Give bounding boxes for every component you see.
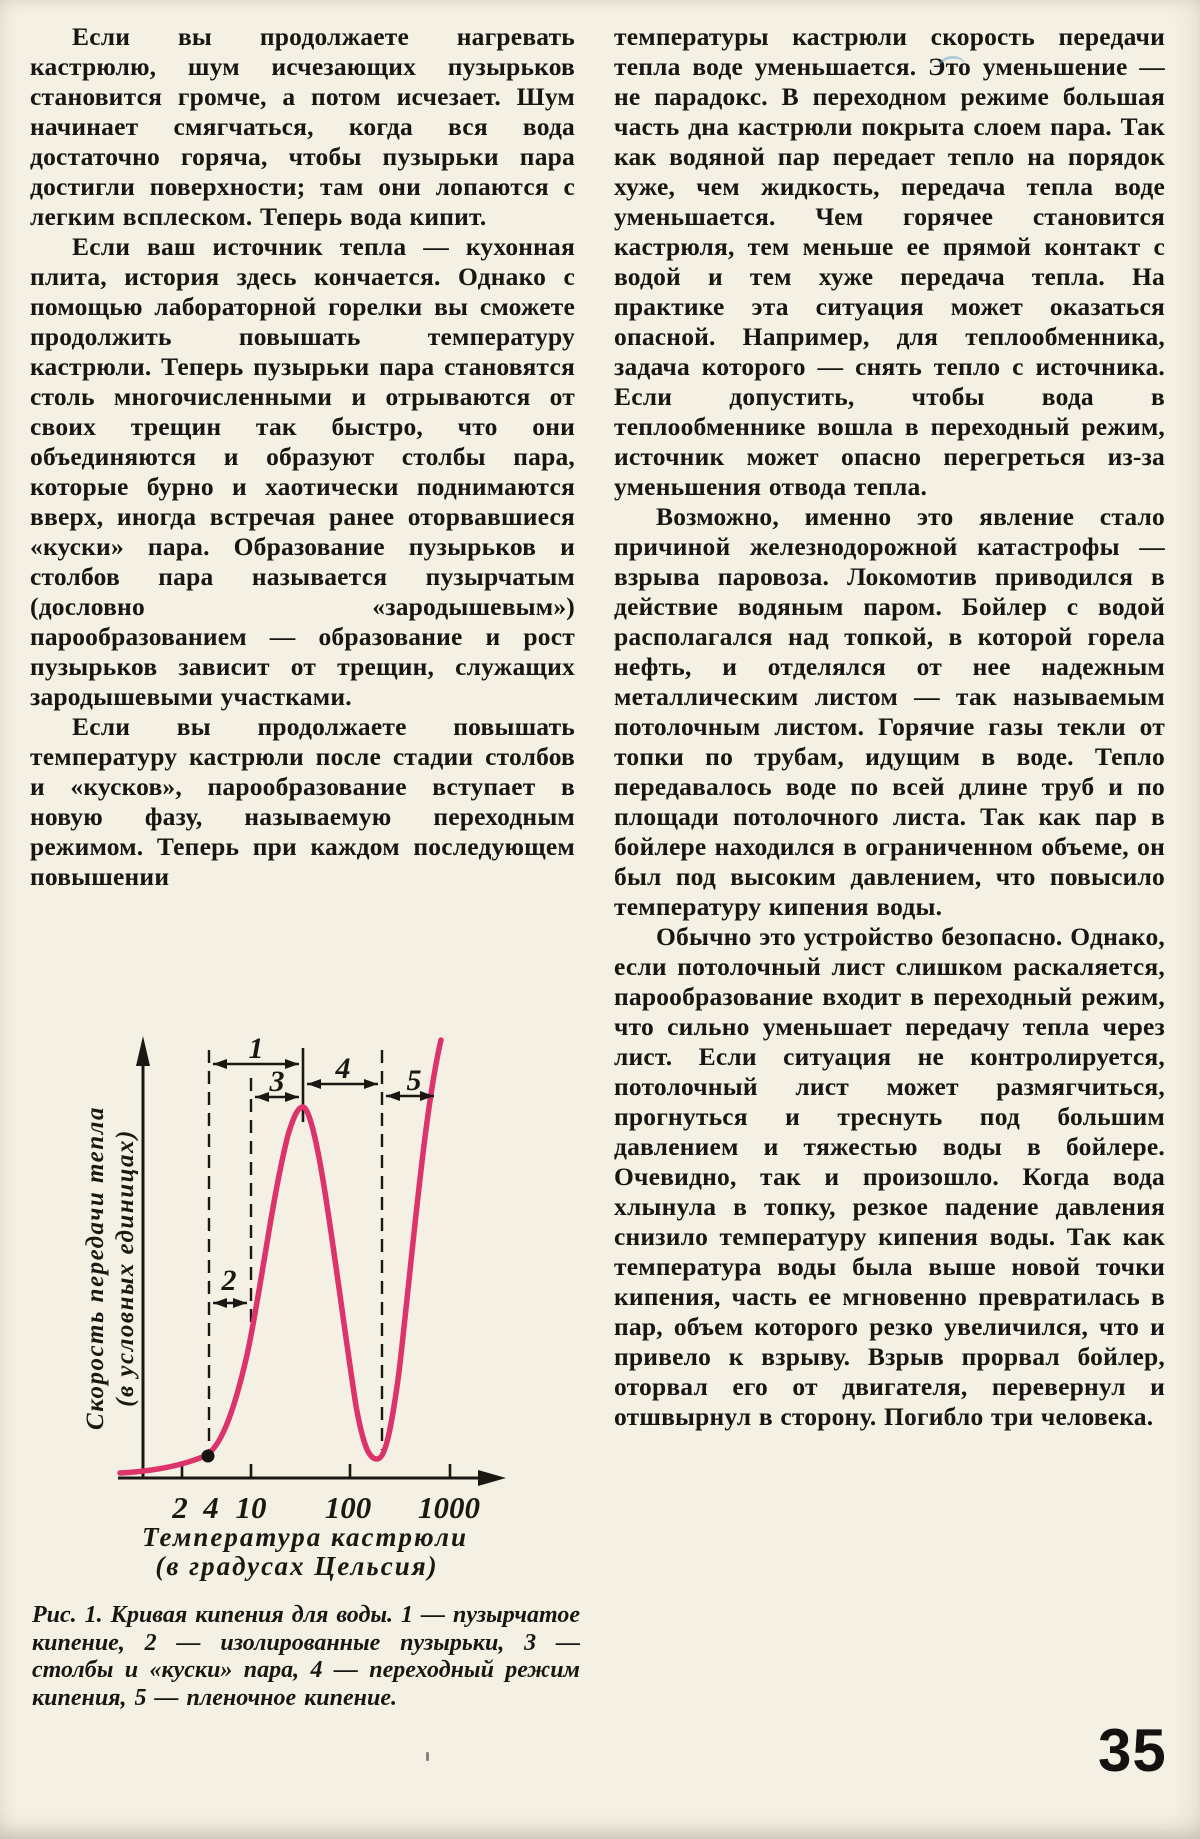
paragraph: температуры кастрюли скорость передачи тепла воде уменьшается. Это уменьшение — не парадокс. В переходном режиме большая часть дна кастрюли покрыта слоем пара. Так как водяной пар передает тепло на порядок хуже, чем жидкость, передача тепла воде уменьшается. Чем горячее становится кастрюля, тем меньше ее прямой контакт с водой и тем хуже передача тепла. На практике эта ситуация может оказаться опасной. Например, для теплообменника, задача которого — снять тепло с источника. Если допустить, чтобы вода в теплообменнике вошла в переходный режим, источник может опасно перегреться из-за уменьшения отвода тепла.: [614, 22, 1165, 501]
x-tick-label-1000: 1000: [418, 1490, 480, 1525]
left-column: [30, 22, 575, 892]
boiling-curve-chart: [55, 1028, 525, 1588]
paragraph: Если ваш источник тепла — кухонная плита, история здесь кончается. Однако с помощью лабораторной горелки вы сможете продолжить повышать температуру кастрюли. Теперь пузырьки пара становятся столь многочисленными и отрываются от своих трещин так быстро, что они объединяются и образуют столбы пара, которые бурно и хаотически поднимаются вверх, иногда встречая ранее оторвавшиеся «куски» пара. Образование пузырьков и столбов пара называется пузырчатым (дословно «зародышевым») парообразованием — образование и рост пузырьков зависит от трещин, служащих зародышевыми участками.: [30, 232, 575, 711]
y-axis-arrowhead: [136, 1036, 150, 1066]
x-tick-label-2: 2: [172, 1490, 188, 1525]
zone-label-2: 2: [221, 1264, 237, 1297]
boiling-curve: [120, 1040, 441, 1473]
figure-caption: Рис. 1. Кривая кипения для воды. 1 — пузырчатое кипение, 2 — изолированные пузырьки, 3 — столбы и «куски» пара, 4 — переходный режим кипения, 5 — пленочное кипение.: [32, 1602, 580, 1711]
paragraph: Возможно, именно это явление стало причиной железнодорожной катастрофы — взрыва паровоза. Локомотив приводился в действие водяным паром. Бойлер с водой располагался над топкой, в которой горела нефть, и отделялся от нее надежным металлическим листом — так называемым потолочным листом. Горячие газы текли от топки по трубам, идущим в воде. Тепло передавалось воде по всей длине труб и по площади потолочного листа. Так как пар в бойлере находился в ограниченном объеме, он был под высоким давлением, что повысило температуру кипения воды.: [614, 502, 1165, 921]
paragraph: Обычно это устройство безопасно. Однако, если потолочный лист слишком раскаляется, парообразование входит в переходный режим, что сильно уменьшает передачу тепла через лист. Если ситуация не контролируется, потолочный лист может размягчиться, прогнуться и треснуть под большим давлением и тяжестью воды в бойлере. Очевидно, так и произошло. Когда вода хлынула в топку, резкое падение давления снизило температуру кипения воды. Так как температура воды была выше новой точки кипения, часть ее мгновенно превратилась в пар, объем которого резко увеличился, что и привело к взрыву. Взрыв прорвал бойлер, оторвал его от двигателя, перевернул и отшвырнул в сторону. Погибло три человека.: [614, 922, 1165, 1431]
paragraph: Если вы продолжаете нагревать кастрюлю, шум исчезающих пузырьков становится громче, а потом исчезает. Шум начинает смягчаться, когда вся вода достаточно горяча, чтобы пузырьки пара достигли поверхности; там они лопаются с легким всплеском. Теперь вода кипит.: [30, 22, 575, 231]
zone-label-5: 5: [406, 1064, 422, 1097]
page-number: 35: [1098, 1717, 1167, 1784]
zone-arrow-2: [213, 1264, 247, 1308]
svg-text:Температура кастрюли: Температура кастрюли: [142, 1522, 468, 1552]
svg-text:(в градусах Цельсия): (в градусах Цельсия): [155, 1551, 439, 1581]
curve-point-dot: [202, 1450, 215, 1463]
right-column: [614, 22, 1165, 1432]
zone-label-3: 3: [269, 1065, 285, 1098]
zone-label-1: 1: [248, 1032, 264, 1065]
zone-arrow-1: [213, 1032, 299, 1069]
x-tick-label-4: 4: [203, 1490, 219, 1525]
y-axis-label: [82, 1106, 139, 1430]
x-tick-label-10: 10: [235, 1490, 267, 1525]
scan-speck: [426, 1752, 429, 1761]
zone-arrow-5: [386, 1064, 434, 1101]
x-axis-arrowhead: [478, 1470, 506, 1486]
zone-label-4: 4: [335, 1052, 351, 1085]
zone-arrow-3: [255, 1065, 299, 1102]
svg-text:(в условных единицах): (в условных единицах): [112, 1129, 139, 1407]
zone-arrow-4: [307, 1052, 378, 1089]
svg-text:Скорость передачи тепла: Скорость передачи тепла: [82, 1106, 109, 1430]
x-tick-label-100: 100: [324, 1490, 372, 1525]
x-axis-label: [142, 1522, 468, 1581]
boiling-curve-figure: [55, 1028, 525, 1588]
paragraph: Если вы продолжаете повышать температуру кастрюли после стадии столбов и «кусков», парообразование вступает в новую фазу, называемую переходным режимом. Теперь при каждом последующем повышении: [30, 712, 575, 891]
